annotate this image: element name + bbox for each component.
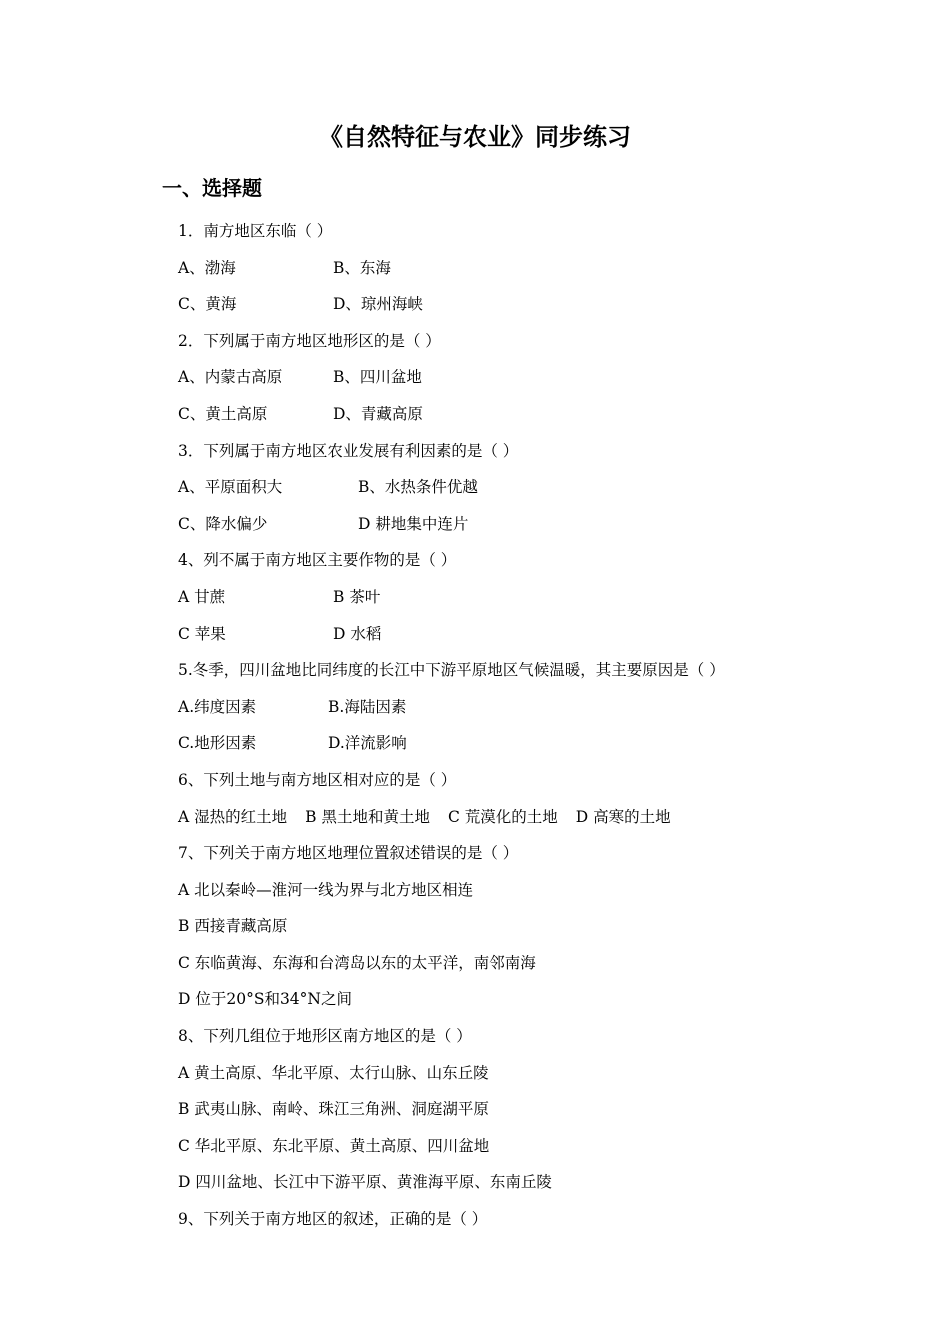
option: D、琼州海峡 bbox=[333, 295, 423, 314]
option-row bbox=[178, 396, 818, 433]
question-stem: 9、下列关于南方地区的叙述，正确的是（ ） bbox=[178, 1210, 488, 1229]
option-row bbox=[178, 469, 818, 506]
question-stem: 3．下列属于南方地区农业发展有利因素的是（ ） bbox=[178, 441, 519, 460]
option: A、渤海 bbox=[178, 258, 236, 277]
option: D、青藏高原 bbox=[333, 404, 423, 423]
option-row bbox=[178, 689, 818, 726]
page-title: 《自然特征与农业》同步练习 bbox=[319, 122, 631, 151]
option: B、水热条件优越 bbox=[358, 478, 478, 497]
option: A 甘蔗 bbox=[178, 587, 226, 606]
option: C 东临黄海、东海和台湾岛以东的太平洋，南邻南海 bbox=[178, 953, 536, 972]
option-row bbox=[178, 359, 818, 396]
option: B 武夷山脉、南岭、珠江三角洲、洞庭湖平原 bbox=[178, 1100, 489, 1119]
question-stem: 2．下列属于南方地区地形区的是（ ） bbox=[178, 331, 441, 350]
option-row bbox=[178, 506, 818, 543]
option: A、内蒙古高原 bbox=[178, 368, 283, 387]
option-row bbox=[178, 579, 818, 616]
option: D 四川盆地、长江中下游平原、黄淮海平原、东南丘陵 bbox=[178, 1173, 552, 1192]
question-list bbox=[178, 213, 818, 1238]
option: A、平原面积大 bbox=[178, 478, 283, 497]
option: A 北以秦岭—淮河一线为界与北方地区相连 bbox=[178, 880, 474, 899]
option: D 耕地集中连片 bbox=[358, 514, 469, 533]
option: D 位于20°S和34°N之间 bbox=[178, 990, 352, 1009]
section-heading: 一、选择题 bbox=[162, 176, 262, 200]
option: D.洋流影响 bbox=[328, 734, 407, 753]
option-row bbox=[178, 725, 818, 762]
question-stem: 5.冬季，四川盆地比同纬度的长江中下游平原地区气候温暖，其主要原因是（ ） bbox=[178, 661, 725, 680]
option-row bbox=[178, 616, 818, 653]
option: C、降水偏少 bbox=[178, 514, 268, 533]
option: C、黄海 bbox=[178, 295, 237, 314]
option: D 水稻 bbox=[333, 624, 382, 643]
option: B、东海 bbox=[333, 258, 391, 277]
option-row bbox=[178, 799, 818, 836]
question-stem: 6、下列土地与南方地区相对应的是（ ） bbox=[178, 770, 457, 789]
option-row bbox=[178, 250, 818, 287]
option: A.纬度因素 bbox=[178, 697, 257, 716]
option: B、四川盆地 bbox=[333, 368, 422, 387]
question-stem: 7、下列关于南方地区地理位置叙述错误的是（ ） bbox=[178, 844, 519, 863]
question-stem: 4、列不属于南方地区主要作物的是（ ） bbox=[178, 551, 457, 570]
option: B 西接青藏高原 bbox=[178, 917, 288, 936]
option: C 荒漠化的土地 bbox=[447, 807, 558, 826]
option: D 高寒的土地 bbox=[575, 807, 671, 826]
option: C.地形因素 bbox=[178, 734, 257, 753]
option: B 黑土地和黄土地 bbox=[305, 807, 430, 826]
question-stem: 1．南方地区东临（ ） bbox=[178, 222, 333, 240]
option: C 华北平原、东北平原、黄土高原、四川盆地 bbox=[178, 1136, 490, 1155]
option: C、黄土高原 bbox=[178, 404, 268, 423]
question-stem: 8、下列几组位于地形区南方地区的是（ ） bbox=[178, 1027, 472, 1046]
option: B.海陆因素 bbox=[328, 697, 407, 716]
option-row bbox=[178, 286, 818, 323]
option: B 茶叶 bbox=[333, 587, 381, 606]
option: A 黄土高原、华北平原、太行山脉、山东丘陵 bbox=[178, 1063, 489, 1082]
option: A 湿热的红土地 bbox=[178, 807, 288, 826]
option: C 苹果 bbox=[178, 624, 226, 643]
